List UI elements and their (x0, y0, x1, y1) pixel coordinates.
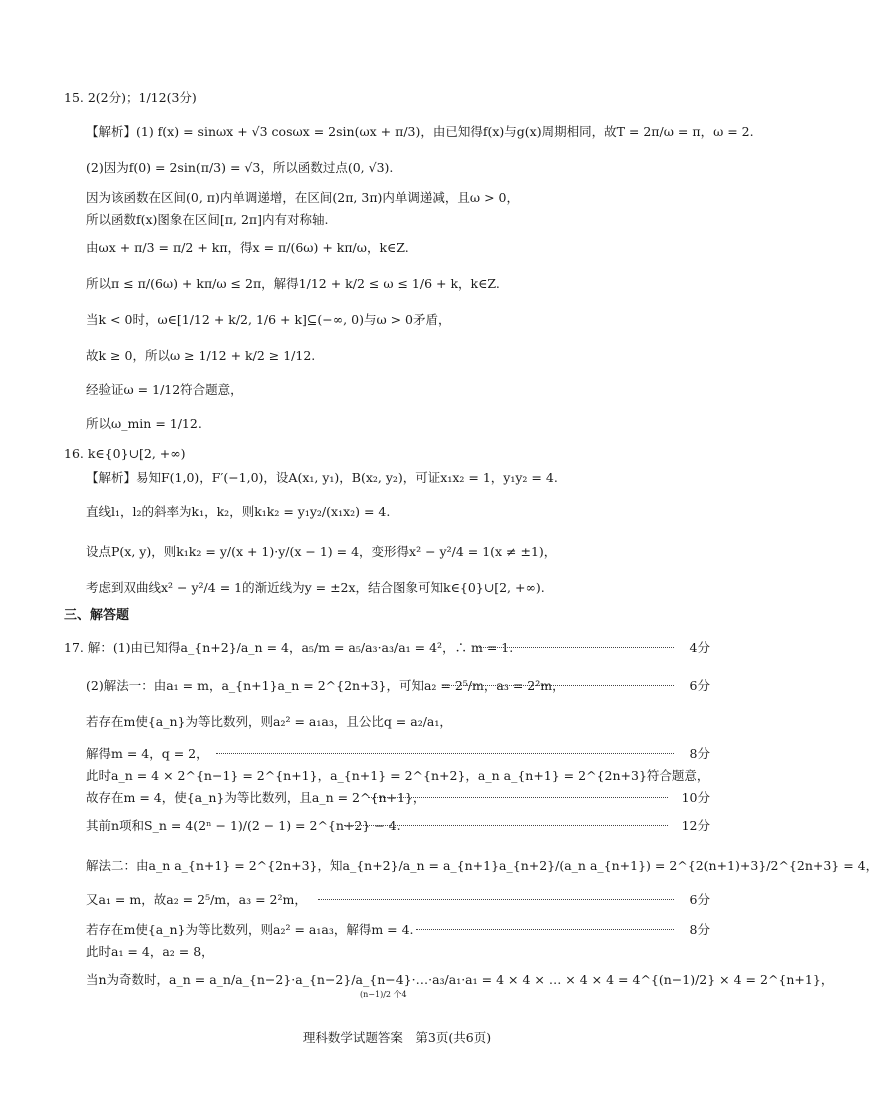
q15-title: 15. 2(2分)；1/12(3分) (64, 90, 197, 105)
q17-row-1-score: 4分 (689, 640, 710, 655)
q17-row-6-score: 10分 (681, 790, 710, 805)
brace-note: (n−1)/2 个4 (360, 990, 407, 999)
q17-row-10-score: 8分 (689, 922, 710, 937)
q17-row-3 (86, 712, 710, 728)
q15-line-4: 所以函数f(x)图象在区间[π, 2π]内有对称轴. (86, 212, 329, 227)
q16-line-3: 设点P(x, y)，则k₁k₂ = y/(x + 1)·y/(x − 1) = 4，变形得x² − y²/4 = 1(x ≠ ±1)， (86, 544, 557, 559)
q17-row-1 (64, 638, 710, 654)
q17-row-1-text: 17. 解：(1)由已知得a_{n+2}/a_n = 4，a₅/m = a₅/a₃·a₃/a₁ = 4²，∴ m = 1. (64, 640, 514, 655)
q15-line-10: 所以ω_min = 1/12. (86, 416, 202, 431)
q17-row-5 (86, 766, 710, 782)
q15-line-5: 由ωx + π/3 = π/2 + kπ，得x = π/(6ω) + kπ/ω，k∈Z. (86, 240, 409, 255)
q17-row-9-text: 又a₁ = m，故a₂ = 2⁵/m，a₃ = 2²m， (86, 892, 307, 907)
q15-line-9: 经验证ω = 1/12符合题意， (86, 382, 243, 397)
q17-row-4-score: 8分 (689, 746, 710, 761)
q17-row-2-text: (2)解法一：由a₁ = m，a_{n+1}a_n = 2^{2n+3}，可知a₂ = 2⁵/m，a₃ = 2²m， (86, 678, 565, 693)
q17-row-5-text: 此时a_n = 4 × 2^{n−1} = 2^{n+1}，a_{n+1} = 2^{n+2}，a_n a_{n+1} = 2^{2n+3}符合题意， (86, 768, 710, 783)
q17-row-6-text: 故存在m = 4，使{a_n}为等比数列，且a_n = 2^{n+1}， (86, 790, 426, 805)
q15-line-6: 所以π ≤ π/(6ω) + kπ/ω ≤ 2π，解得1/12 + k/2 ≤ ω ≤ 1/6 + k，k∈Z. (86, 276, 500, 291)
section-title: 三、解答题 (64, 608, 130, 623)
q16-line-2: 直线l₁，l₂的斜率为k₁，k₂，则k₁k₂ = y₁y₂/(x₁x₂) = 4. (86, 504, 391, 519)
q17-row-11-text: 此时a₁ = 4，a₂ = 8， (86, 944, 214, 959)
q17-row-3-text: 若存在m使{a_n}为等比数列，则a₂² = a₁a₃，且公比q = a₂/a₁， (86, 714, 452, 729)
q17-row-12-text: 当n为奇数时，a_n = a_n/a_{n−2}·a_{n−2}/a_{n−4}·…·a₃/a₁·a₁ = 4 × 4 × … × 4 × 4 = 4^{(n−1)/2} × 4 = 2^{n+1}， (86, 972, 834, 987)
q17-row-8-text: 解法二：由a_n a_{n+1} = 2^{2n+3}，知a_{n+2}/a_n = a_{n+1}a_{n+2}/(a_n a_{n+1}) = 2^{2(n+1)+3}/2^{2n+3} = 4， (86, 858, 878, 873)
q17-row-8 (86, 856, 878, 873)
q17-row-9 (86, 890, 710, 906)
q17-row-6 (86, 788, 710, 804)
q15-line-1: 【解析】(1) f(x) = sinωx + √3 cosωx = 2sin(ωx + π/3)，由已知得f(x)与g(x)周期相同，故T = 2π/ω = π，ω = 2. (86, 124, 754, 139)
q15-line-8: 故k ≥ 0，所以ω ≥ 1/12 + k/2 ≥ 1/12. (86, 348, 316, 363)
q17-row-2-score: 6分 (689, 678, 710, 693)
q17-row-10 (86, 920, 710, 936)
q17-row-4 (86, 744, 710, 760)
q17-row-12 (86, 970, 834, 987)
q17-row-11 (86, 942, 710, 958)
q15-line-2: (2)因为f(0) = 2sin(π/3) = √3，所以函数过点(0, √3). (86, 160, 394, 175)
q17-row-9-score: 6分 (689, 892, 710, 907)
q16-title: 16. k∈{0}∪[2, +∞) (64, 446, 186, 461)
q17-row-10-text: 若存在m使{a_n}为等比数列，则a₂² = a₁a₃，解得m = 4. (86, 922, 414, 937)
q17-row-7-score: 12分 (681, 818, 710, 833)
q15-line-3: 因为该函数在区间(0, π)内单调递增，在区间(2π, 3π)内单调递减，且ω > 0， (86, 190, 519, 205)
q16-line-1: 【解析】易知F(1,0)，F′(−1,0)，设A(x₁, y₁)，B(x₂, y₂)，可证x₁x₂ = 1，y₁y₂ = 4. (86, 470, 558, 485)
q15-line-7: 当k < 0时，ω∈[1/12 + k/2, 1/6 + k]⊆(−∞, 0)与ω > 0矛盾， (86, 312, 451, 327)
q16-line-4: 考虑到双曲线x² − y²/4 = 1的渐近线为y = ±2x，结合图象可知k∈{0}∪[2, +∞). (86, 580, 545, 595)
q17-row-7 (86, 816, 710, 832)
page-footer: 理科数学试题答案 第3页(共6页) (302, 1030, 492, 1045)
q17-row-7-text: 其前n项和S_n = 4(2ⁿ − 1)/(2 − 1) = 2^{n+2} − 4. (86, 818, 401, 833)
q17-row-2 (86, 676, 710, 692)
q17-row-4-text: 解得m = 4，q = 2， (86, 746, 209, 761)
